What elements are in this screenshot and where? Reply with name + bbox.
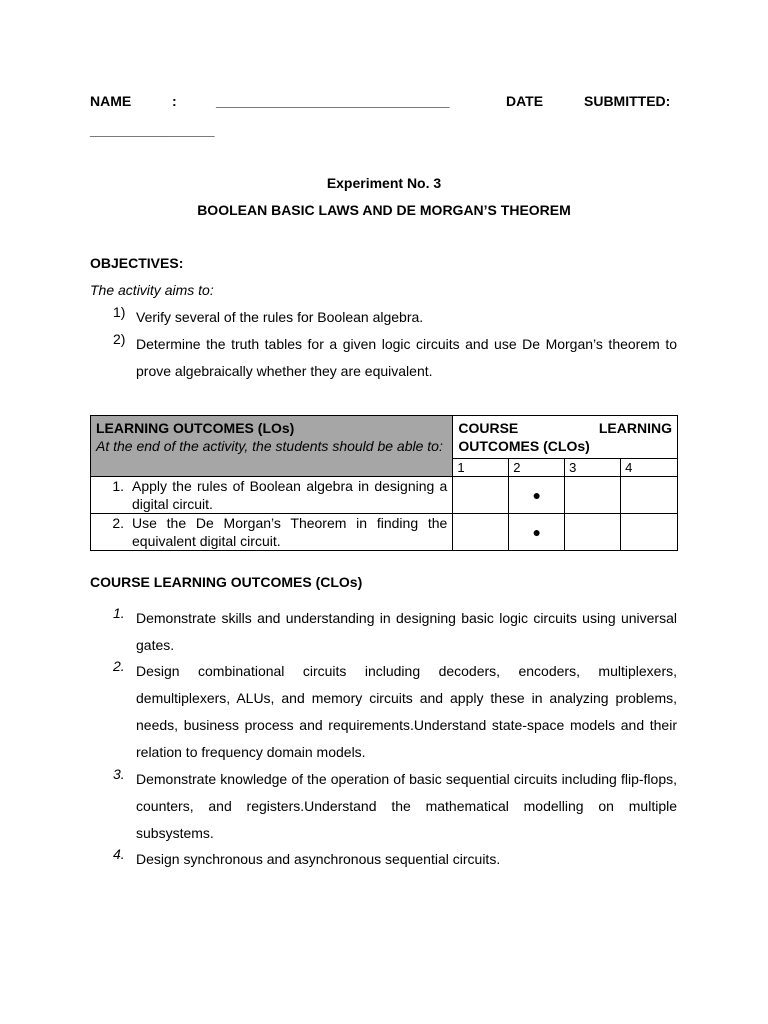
clo-number-cell: 2 (509, 459, 565, 477)
clo-section-heading: COURSE LEARNING OUTCOMES (CLOs) (90, 574, 363, 590)
date-blank: ________________ (90, 122, 215, 138)
objective-text: Determine the truth tables for a given logic circuits and use De Morgan’s theorem to prove algebraically whether they are equivalent. (136, 336, 677, 379)
clo-item-number: 2. (113, 658, 125, 674)
clo-number-cell: 1 (453, 459, 509, 477)
clo-header-cell: COURSE LEARNING OUTCOMES (CLOs) (453, 416, 678, 459)
name-blank: ______________________________ (216, 93, 450, 109)
clo-item-number: 1. (113, 605, 125, 621)
clo-mark-cell (453, 477, 509, 514)
lo-header-cell (91, 416, 453, 477)
clo-mark-cell (565, 477, 621, 514)
objective-number: 1) (113, 304, 126, 320)
clo-item-text: Demonstrate knowledge of the operation of basic sequential circuits including flip-flops, counters, and registers.Understand the mathematical modelling on multiple subsystems. (136, 771, 677, 841)
lo-row-text: Use the De Morgan’s Theorem in finding the equivalent digital circuit. (132, 515, 448, 549)
clo-mark-cell (565, 514, 621, 551)
clo-item-text: Design synchronous and asynchronous sequential circuits. (136, 851, 501, 867)
date-label: DATE (506, 93, 544, 109)
lo-row-cell (91, 514, 453, 551)
name-colon: : (172, 93, 177, 109)
experiment-number: Experiment No. 3 (326, 175, 442, 191)
lo-row-number: 1. (112, 478, 124, 494)
objectives-intro: The activity aims to: (90, 282, 214, 298)
clo-mark-cell (621, 514, 678, 551)
table-row (91, 477, 678, 514)
lo-row-text: Apply the rules of Boolean algebra in designing a digital circuit. (132, 478, 448, 512)
clo-item-number: 4. (113, 846, 125, 862)
clo-mark-cell (621, 477, 678, 514)
learning-outcomes-table (90, 415, 678, 551)
clo-number-cell: 3 (565, 459, 621, 477)
objective-text: Verify several of the rules for Boolean algebra. (136, 309, 424, 325)
lo-row-number: 2. (112, 515, 124, 531)
clo-mark-cell: ● (509, 514, 565, 551)
submitted-label: SUBMITTED: (584, 93, 671, 109)
lo-heading: LEARNING OUTCOMES (LOs) (96, 420, 295, 436)
clo-item-text: Design combinational circuits including decoders, encoders, multiplexers, demultiplexers, ALUs, and memory circuits and apply these in analyzing problems, needs, business process and requirements.Understand state-space models and their relation to frequency domain models. (136, 663, 677, 760)
experiment-title: BOOLEAN BASIC LAWS AND DE MORGAN’S THEOREM (197, 202, 571, 218)
clo-item-number: 3. (113, 766, 125, 782)
lo-row-cell (91, 477, 453, 514)
lo-subheading: At the end of the activity, the students should be able to: (96, 438, 443, 454)
clo-number-cell: 4 (621, 459, 678, 477)
objectives-heading: OBJECTIVES: (90, 255, 184, 271)
clo-item-text: Demonstrate skills and understanding in designing basic logic circuits using universal gates. (136, 610, 677, 653)
clo-mark-cell (453, 514, 509, 551)
name-label: NAME (90, 93, 132, 109)
objective-number: 2) (113, 331, 126, 347)
clo-mark-cell: ● (509, 477, 565, 514)
table-row (91, 514, 678, 551)
